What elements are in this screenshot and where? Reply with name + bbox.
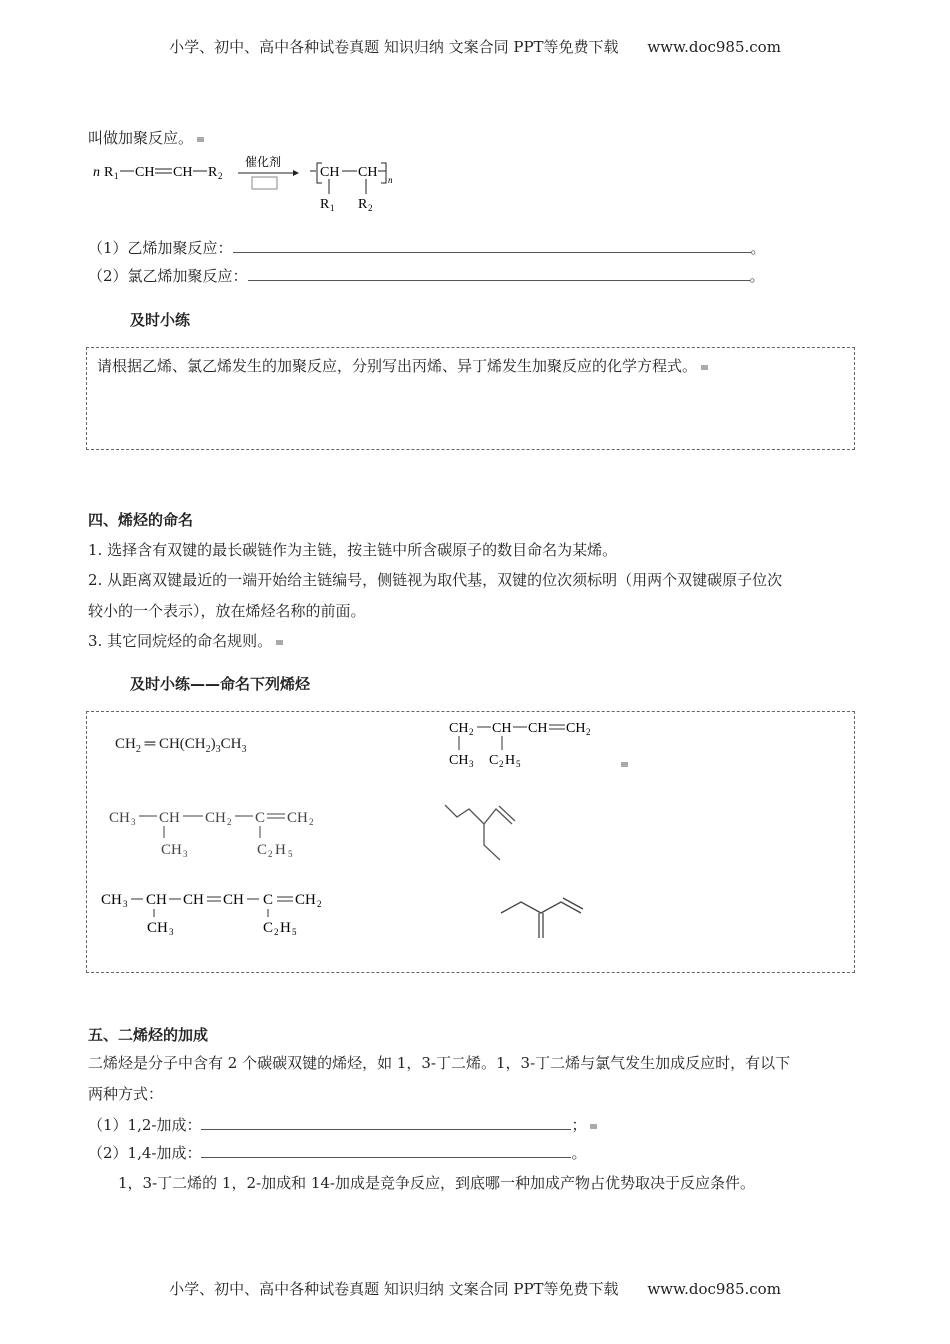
structure-2 [447, 714, 607, 774]
svg-text:3: 3 [131, 817, 136, 827]
svg-text:3: 3 [169, 927, 174, 937]
q1-end: 。 [750, 239, 766, 257]
footer-url[interactable]: www.doc985.com [647, 1280, 781, 1298]
svg-text:R: R [358, 197, 368, 212]
svg-text:C: C [489, 753, 499, 768]
svg-text:n: n [388, 175, 393, 185]
svg-text:CH: CH [146, 892, 167, 908]
practice-text: 请根据乙烯、氯乙烯发生的加聚反应，分别写出丙烯、异丁烯发生加聚反应的化学方程式。 [97, 357, 698, 375]
page-header [0, 36, 950, 57]
marker-icon [590, 1124, 597, 1129]
structure-3 [107, 802, 347, 866]
svg-text:CH: CH [205, 810, 226, 826]
svg-text:C: C [257, 842, 268, 858]
svg-text:CH: CH [223, 892, 244, 908]
svg-text:CH: CH [183, 892, 204, 908]
svg-text:CH: CH [320, 165, 340, 180]
svg-text:CH: CH [528, 721, 548, 736]
svg-text:CH: CH [101, 892, 122, 908]
marker-icon [621, 762, 628, 767]
answer-blank-14[interactable] [201, 1143, 571, 1158]
svg-text:5: 5 [288, 849, 293, 859]
diene-paragraph-1b: 两种方式： [88, 1085, 164, 1103]
q12-label: （1）1,2-加成： [88, 1116, 202, 1134]
svg-text:2: 2 [268, 849, 273, 859]
q14-end: 。 [571, 1144, 587, 1162]
structure-1: $CH_2$ ═ $CH(CH_2)_3CH_3$ [115, 736, 247, 755]
structure-4-skeletal [437, 792, 537, 876]
structure-5 [99, 880, 349, 944]
rule-3-text: 3. 其它同烷烃的命名规则。 [88, 632, 273, 650]
q2-end: 。 [749, 267, 765, 285]
svg-text:2: 2 [317, 899, 322, 909]
svg-text:CH: CH [358, 165, 378, 180]
answer-blank-2[interactable] [248, 266, 750, 281]
svg-text:CH: CH [449, 721, 469, 736]
svg-text:2: 2 [499, 759, 504, 769]
svg-text:CH: CH [287, 810, 308, 826]
svg-text:H: H [505, 753, 516, 768]
svg-text:2: 2 [469, 727, 474, 737]
svg-text:CH: CH [135, 165, 155, 180]
practice-box-1[interactable] [86, 347, 855, 450]
svg-text:2: 2 [274, 927, 279, 937]
marker-icon [197, 137, 204, 142]
q2-label: （2）氯乙烯加聚反应： [88, 267, 248, 285]
svg-text:n: n [93, 165, 100, 180]
svg-text:5: 5 [292, 927, 297, 937]
practice-title-1: 及时小练 [130, 311, 191, 329]
svg-text:CH: CH [449, 753, 469, 768]
svg-text:R: R [104, 165, 114, 180]
footer-text: 小学、初中、高中各种试卷真题 知识归纳 文案合同 PPT等免费下载 [169, 1280, 619, 1298]
naming-rule-2b: 较小的一个表示），放在烯烃名称的前面。 [88, 602, 366, 620]
practice-box-2[interactable] [86, 711, 855, 973]
svg-text:CH: CH [173, 165, 193, 180]
q1-label: （1）乙烯加聚反应： [88, 239, 233, 257]
svg-text:2: 2 [227, 817, 232, 827]
svg-text:3: 3 [183, 849, 188, 859]
answer-blank-12[interactable] [201, 1115, 571, 1130]
header-url[interactable]: www.doc985.com [647, 38, 781, 56]
svg-text:CH: CH [109, 810, 130, 826]
svg-text:CH: CH [161, 842, 182, 858]
svg-text:R: R [320, 197, 330, 212]
svg-text:CH: CH [566, 721, 586, 736]
naming-rule-1: 1. 选择含有双键的最长碳链作为主链，按主链中所含碳原子的数目命名为某烯。 [88, 541, 618, 559]
naming-rule-2a: 2. 从距离双键最近的一端开始给主链编号，侧链视为取代基，双键的位次须标明（用两个双键碳原子位次 [88, 571, 783, 589]
svg-text:3: 3 [469, 759, 474, 769]
svg-text:1: 1 [114, 171, 119, 181]
marker-icon [276, 640, 283, 645]
header-text: 小学、初中、高中各种试卷真题 知识归纳 文案合同 PPT等免费下载 [169, 38, 619, 56]
page-footer [0, 1278, 950, 1299]
practice-title-2: 及时小练——命名下列烯烃 [130, 675, 311, 693]
svg-text:5: 5 [516, 759, 521, 769]
svg-text:2: 2 [368, 203, 373, 213]
q12-end: ； [571, 1116, 587, 1134]
svg-text:CH: CH [492, 721, 512, 736]
svg-text:C: C [263, 892, 274, 908]
marker-icon [701, 365, 708, 370]
svg-text:CH: CH [159, 810, 180, 826]
polymerization-equation [88, 152, 408, 220]
svg-text:C: C [255, 810, 266, 826]
svg-text:3: 3 [123, 899, 128, 909]
svg-text:C: C [263, 920, 274, 936]
naming-rule-3 [88, 631, 283, 651]
question-12-addition [88, 1115, 597, 1135]
catalyst-label: 催化剂 [245, 155, 282, 169]
question-vinyl-chloride-polymerization [88, 266, 765, 286]
q14-label: （2）1,4-加成： [88, 1144, 202, 1162]
diene-note: 1，3-丁二烯的 1，2-加成和 14-加成是竞争反应，到底哪一种加成产物占优势取决于反应条件。 [118, 1174, 756, 1192]
svg-text:H: H [280, 920, 291, 936]
svg-text:2: 2 [218, 171, 223, 181]
svg-text:2: 2 [309, 817, 314, 827]
svg-text:CH: CH [147, 920, 168, 936]
structure-6-skeletal [497, 892, 597, 956]
intro-text: 叫做加聚反应。 [88, 129, 194, 147]
answer-blank-1[interactable] [233, 238, 751, 253]
question-ethylene-polymerization [88, 238, 766, 258]
svg-text:H: H [275, 842, 286, 858]
practice-prompt [97, 356, 708, 376]
section-5-title: 五、二烯烃的加成 [88, 1026, 209, 1044]
svg-text:2: 2 [586, 727, 591, 737]
diene-paragraph-1a: 二烯烃是分子中含有 2 个碳碳双键的烯烃，如 1，3-丁二烯。1，3-丁二烯与氯气发生加成反应时，有以下 [88, 1054, 791, 1072]
question-14-addition [88, 1143, 586, 1163]
polymerization-intro [88, 128, 204, 148]
svg-text:1: 1 [330, 203, 335, 213]
section-4-title: 四、烯烃的命名 [88, 511, 194, 529]
svg-text:CH: CH [295, 892, 316, 908]
svg-text:R: R [208, 165, 218, 180]
